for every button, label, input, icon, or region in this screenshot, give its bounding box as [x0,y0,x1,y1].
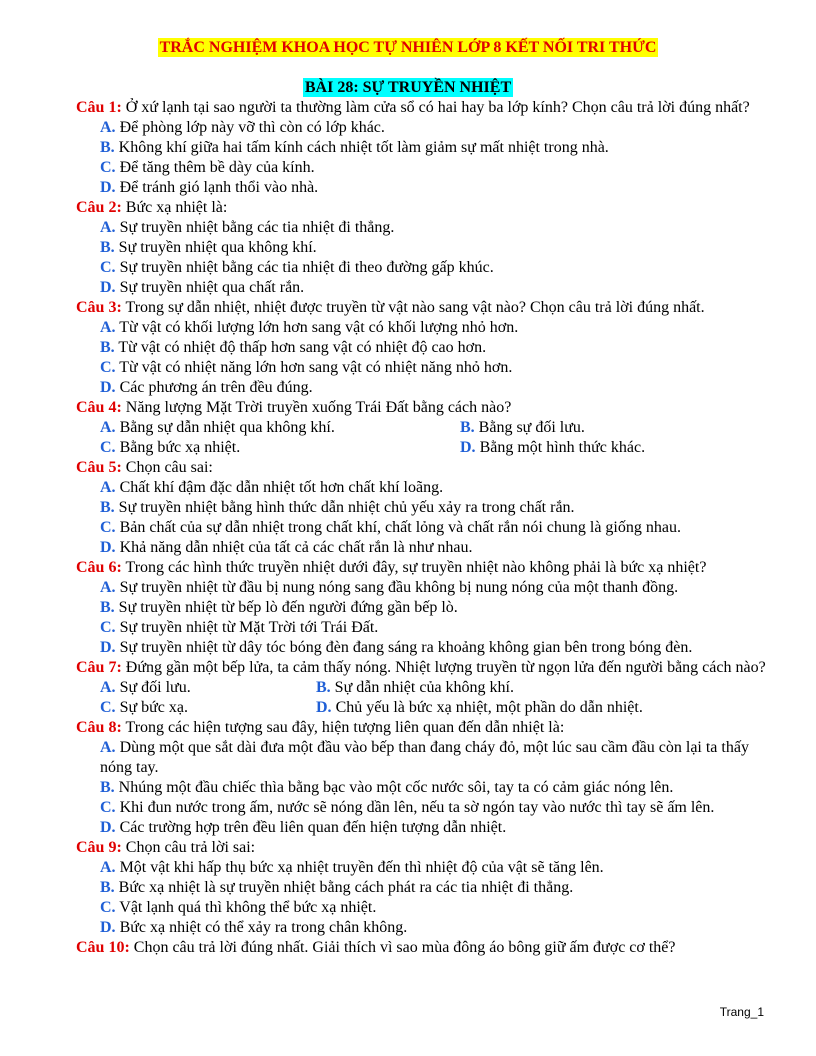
option-text: Để phòng lớp này vỡ thì còn có lớp khác. [115,119,385,136]
option-label: D. [100,919,116,936]
option-label: C. [100,899,116,916]
option-8d [76,818,776,838]
option-label: B. [100,139,115,156]
option-text: Từ vật có nhiệt năng lớn hơn sang vật có nhiệt năng nhỏ hơn. [115,359,513,376]
option-text: Sự truyền nhiệt từ dây tóc bóng đèn đang sáng ra khoảng không gian bên trong bóng đèn. [115,639,693,656]
question-text: Chọn câu trả lời đúng nhất. Giải thích vì sao mùa đông áo bông giữ ấm được cơ thể? [129,939,676,956]
option-4a [100,418,460,438]
option-text: Nhúng một đầu chiếc thìa bằng bạc vào một cốc nước sôi, tay ta có cảm giác nóng lên. [114,779,674,796]
option-label: B. [316,679,331,696]
option-9c [76,898,776,918]
option-text: Để tránh gió lạnh thổi vào nhà. [115,179,319,196]
option-text: Bức xạ nhiệt có thể xảy ra trong chân không. [115,919,408,936]
option-7d [316,698,643,718]
option-text: Khi đun nước trong ấm, nước sẽ nóng dần lên, nếu ta sờ ngón tay vào nước thì tay sẽ ấm lên. [115,799,715,816]
option-row [76,698,776,718]
option-6c [76,618,776,638]
question-4 [76,398,776,418]
option-label: D. [100,639,116,656]
question-7 [76,658,776,678]
subtitle-container [0,78,816,97]
option-text: Bản chất của sự dẫn nhiệt trong chất khí, chất lỏng và chất rắn nói chung là giống nhau. [115,519,681,536]
question-label: Câu 5: [76,459,122,476]
option-7b [316,678,514,698]
question-label: Câu 1: [76,99,122,116]
option-label: A. [100,479,116,496]
option-label: A. [100,859,116,876]
option-3c [76,358,776,378]
question-label: Câu 7: [76,659,122,676]
option-label: C. [100,259,116,276]
option-text: Sự dẫn nhiệt của không khí. [330,679,514,696]
option-5b [76,498,776,518]
option-2b [76,238,776,258]
option-text: Bằng sự đối lưu. [474,419,585,436]
option-text: Sự truyền nhiệt bằng hình thức dẫn nhiệt chủ yếu xảy ra trong chất rắn. [114,499,575,516]
option-7c [100,698,316,718]
option-1b [76,138,776,158]
option-4c [100,438,460,458]
option-text: Khả năng dẫn nhiệt của tất cả các chất rắn là như nhau. [115,539,473,556]
option-9b [76,878,776,898]
option-label: C. [100,619,116,636]
question-1 [76,98,776,118]
option-8a [76,738,776,778]
option-2d [76,278,776,298]
question-label: Câu 9: [76,839,122,856]
option-text: Sự bức xạ. [115,699,189,716]
option-text: Sự truyền nhiệt từ bếp lò đến người đứng gần bếp lò. [114,599,458,616]
question-label: Câu 10: [76,939,130,956]
question-text: Đứng gần một bếp lửa, ta cảm thấy nóng. Nhiệt lượng truyền từ ngọn lửa đến người bằng cách nào? [121,659,766,676]
question-text: Trong các hình thức truyền nhiệt dưới đây, sự truyền nhiệt nào không phải là bức xạ nhiệt? [121,559,707,576]
option-label: A. [100,219,116,236]
option-label: D. [100,179,116,196]
option-9a [76,858,776,878]
question-label: Câu 3: [76,299,122,316]
title-container [0,38,816,57]
option-1a [76,118,776,138]
question-10 [76,938,776,958]
option-text: Bằng bức xạ nhiệt. [115,439,241,456]
option-label: B. [100,779,115,796]
option-label: D. [100,279,116,296]
question-5 [76,458,776,478]
option-text: Sự truyền nhiệt bằng các tia nhiệt đi theo đường gấp khúc. [115,259,494,276]
option-label: B. [100,499,115,516]
option-text: Bức xạ nhiệt là sự truyền nhiệt bằng cách phát ra các tia nhiệt đi thẳng. [114,879,574,896]
option-8b [76,778,776,798]
question-6 [76,558,776,578]
option-text: Từ vật có khối lượng lớn hơn sang vật có khối lượng nhỏ hơn. [115,319,519,336]
option-8c [76,798,776,818]
option-3b [76,338,776,358]
option-6b [76,598,776,618]
option-3a [76,318,776,338]
option-label: B. [100,339,115,356]
option-2c [76,258,776,278]
option-text: Vật lạnh quá thì không thể bức xạ nhiệt. [115,899,377,916]
question-label: Câu 8: [76,719,122,736]
option-6a [76,578,776,598]
option-row [76,678,776,698]
option-text: Dùng một que sắt dài đưa một đầu vào bếp than đang cháy đỏ, một lúc sau cầm đầu còn lại ta thấy nóng tay. [100,739,749,776]
question-3 [76,298,776,318]
option-1d [76,178,776,198]
option-5a [76,478,776,498]
option-text: Sự đối lưu. [115,679,191,696]
option-label: B. [100,879,115,896]
option-label: A. [100,679,116,696]
option-label: D. [100,379,116,396]
option-4d [460,438,645,458]
option-label: D. [316,699,332,716]
option-label: C. [100,519,116,536]
page-number: Trang_1 [719,1005,764,1019]
lesson-title: BÀI 28: SỰ TRUYỀN NHIỆT [304,79,512,96]
option-text: Sự truyền nhiệt bằng các tia nhiệt đi thẳng. [115,219,395,236]
option-text: Chủ yếu là bức xạ nhiệt, một phần do dẫn nhiệt. [331,699,643,716]
option-label: D. [100,819,116,836]
option-text: Sự truyền nhiệt từ Mặt Trời tới Trái Đất. [115,619,379,636]
option-9d [76,918,776,938]
option-label: C. [100,359,116,376]
question-text: Bức xạ nhiệt là: [121,199,228,216]
option-text: Từ vật có nhiệt độ thấp hơn sang vật có nhiệt độ cao hơn. [114,339,487,356]
question-8 [76,718,776,738]
option-label: C. [100,799,116,816]
option-label: B. [460,419,475,436]
option-row [76,438,776,458]
option-label: C. [100,159,116,176]
option-label: B. [100,599,115,616]
question-label: Câu 6: [76,559,122,576]
question-text: Năng lượng Mặt Trời truyền xuống Trái Đất bằng cách nào? [121,399,512,416]
option-text: Một vật khi hấp thụ bức xạ nhiệt truyền đến thì nhiệt độ của vật sẽ tăng lên. [115,859,604,876]
option-text: Chất khí đậm đặc dẫn nhiệt tốt hơn chất khí loãng. [115,479,444,496]
document-title: TRẮC NGHIỆM KHOA HỌC TỰ NHIÊN LỚP 8 KẾT NỐI TRI THỨC [159,39,657,56]
option-1c [76,158,776,178]
option-row [76,418,776,438]
option-label: A. [100,319,116,336]
option-text: Để tăng thêm bề dày của kính. [115,159,315,176]
option-4b [460,418,585,438]
question-label: Câu 4: [76,399,122,416]
question-text: Trong sự dẫn nhiệt, nhiệt được truyền từ vật nào sang vật nào? Chọn câu trả lời đúng nhất. [121,299,705,316]
option-label: C. [100,439,116,456]
option-label: B. [100,239,115,256]
option-text: Bằng một hình thức khác. [475,439,646,456]
option-7a [100,678,316,698]
option-text: Không khí giữa hai tấm kính cách nhiệt tốt làm giảm sự mất nhiệt trong nhà. [114,139,609,156]
question-text: Trong các hiện tượng sau đây, hiện tượng liên quan đến dẫn nhiệt là: [121,719,565,736]
question-list [76,98,776,958]
option-2a [76,218,776,238]
option-3d [76,378,776,398]
option-text: Sự truyền nhiệt qua không khí. [114,239,317,256]
question-text: Chọn câu sai: [121,459,213,476]
option-label: A. [100,419,116,436]
question-text: Ở xứ lạnh tại sao người ta thường làm cửa sổ có hai hay ba lớp kính? Chọn câu trả lời đúng nhất? [121,99,750,116]
option-text: Sự truyền nhiệt qua chất rắn. [115,279,305,296]
question-text: Chọn câu trả lời sai: [121,839,256,856]
option-text: Các trường hợp trên đều liên quan đến hiện tượng dẫn nhiệt. [115,819,507,836]
option-label: D. [460,439,476,456]
option-5c [76,518,776,538]
option-label: A. [100,739,116,756]
option-text: Bằng sự dẫn nhiệt qua không khí. [115,419,335,436]
question-2 [76,198,776,218]
option-label: D. [100,539,116,556]
question-label: Câu 2: [76,199,122,216]
option-6d [76,638,776,658]
question-9 [76,838,776,858]
option-label: A. [100,119,116,136]
option-label: C. [100,699,116,716]
option-5d [76,538,776,558]
option-label: A. [100,579,116,596]
option-text: Các phương án trên đều đúng. [115,379,313,396]
option-text: Sự truyền nhiệt từ đầu bị nung nóng sang đầu không bị nung nóng của một thanh đồng. [115,579,679,596]
